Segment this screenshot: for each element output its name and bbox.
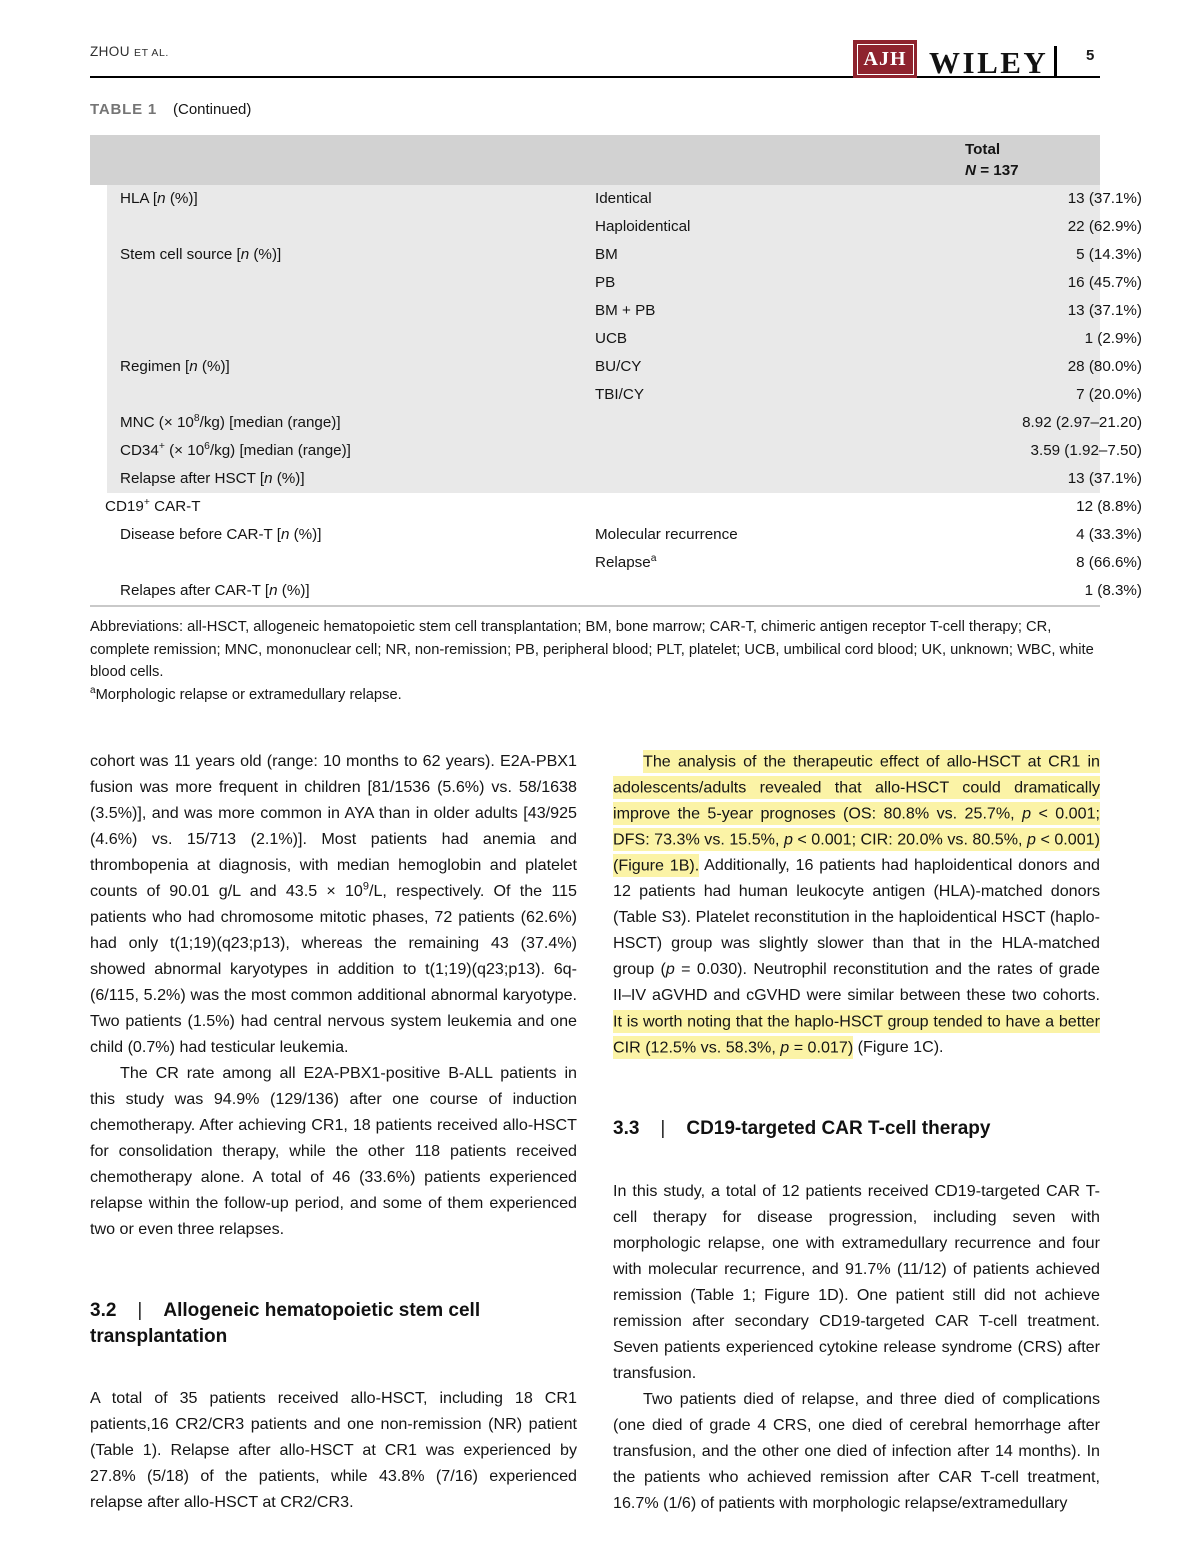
table-row bbox=[90, 269, 1142, 297]
body-right-column bbox=[613, 748, 1100, 1516]
footnote-a bbox=[90, 684, 1104, 707]
row-label bbox=[120, 437, 351, 465]
text-segment: Stem cell source [ bbox=[120, 246, 241, 263]
text-segment: (%)] bbox=[197, 358, 230, 375]
table-row bbox=[90, 353, 1142, 381]
table-row bbox=[90, 549, 1142, 577]
text-segment: UCB bbox=[595, 330, 628, 347]
paragraph bbox=[90, 1385, 577, 1515]
paragraph bbox=[613, 1178, 1100, 1386]
row-value: 12 (8.8%) bbox=[1076, 498, 1142, 515]
highlighted-text: p bbox=[784, 828, 793, 851]
text-segment: Identical bbox=[595, 190, 652, 207]
page-number: 5 bbox=[1086, 47, 1095, 64]
text-segment: n bbox=[280, 526, 290, 543]
text-segment: Disease before CAR-T [ bbox=[120, 526, 281, 543]
highlighted-text: p bbox=[1022, 802, 1031, 825]
row-value: 16 (45.7%) bbox=[1067, 274, 1142, 291]
row-value: 22 (62.9%) bbox=[1067, 218, 1142, 235]
running-head-etal: ET AL. bbox=[134, 47, 169, 59]
text-segment: (%)] bbox=[277, 582, 310, 599]
table-row bbox=[90, 213, 1142, 241]
text-segment: Total bbox=[965, 141, 1001, 158]
page-number-divider bbox=[1054, 46, 1057, 76]
highlighted-text: < 0.001; CIR: 20.0% vs. 80.5%, bbox=[793, 828, 1027, 851]
text-segment: Regimen [ bbox=[120, 358, 190, 375]
row-value: 28 (80.0%) bbox=[1067, 358, 1142, 375]
table-bottom-rule bbox=[90, 605, 1100, 607]
text-segment: Morphologic relapse or extramedullary relapse. bbox=[95, 686, 402, 703]
text-segment: /L, respectively. Of the 115 patients who had chromosome mitotic phases, 72 patients (62.6%) had only t(1;19)(q23;p13), whereas the remaining 43 (37.4%) showed abnormal karyotypes in addition to t(1;19)(q23;p13). 6q- (6/115, 5.2%) was the most common additional abnormal karyotype. Two patients (1.5%) had central nervous system leukemia and one child (0.7%) had testicular leukemia. bbox=[90, 882, 577, 1056]
table-header-n bbox=[965, 160, 1019, 182]
text-segment: BM + PB bbox=[595, 302, 656, 319]
text-segment: Relapse bbox=[595, 554, 651, 571]
text-segment: BU/CY bbox=[595, 358, 642, 375]
row-label bbox=[120, 353, 230, 381]
table-row bbox=[90, 437, 1142, 465]
row-subcategory bbox=[595, 549, 656, 577]
row-label bbox=[120, 521, 321, 549]
text-segment: /kg) [median (range)] bbox=[199, 414, 341, 431]
row-label bbox=[120, 409, 341, 437]
text-segment: (%)] bbox=[272, 470, 305, 487]
row-subcategory bbox=[595, 241, 618, 269]
text-segment: PB bbox=[595, 274, 616, 291]
text-segment: + bbox=[143, 496, 150, 508]
table-row bbox=[90, 185, 1142, 213]
row-subcategory bbox=[595, 325, 627, 353]
text-segment: Two patients died of relapse, and three died of complications (one died of grade 4 CRS, one died of cerebral hemorrhage after transfusion, and the other one died of infection after 14 months). In the patients who achieved remission after CAR T-cell treatment, 16.7% (1/6) of patients with morphologic relapse/extramedullary bbox=[613, 1389, 1100, 1512]
body-left-column bbox=[90, 748, 577, 1516]
table-rows bbox=[90, 185, 1142, 605]
text-segment: a bbox=[650, 552, 657, 564]
row-label bbox=[120, 241, 281, 269]
highlighted-text: < 0.001; DFS: 73.3% vs. 15.5%, bbox=[613, 802, 1100, 851]
text-segment: 6 bbox=[204, 440, 210, 452]
text-segment: CD34 bbox=[120, 442, 159, 459]
paragraph bbox=[613, 748, 1100, 1060]
section-number: 3.3 bbox=[613, 1118, 640, 1139]
table-row bbox=[90, 241, 1142, 269]
paragraph bbox=[90, 748, 577, 1060]
paragraph bbox=[90, 1060, 577, 1242]
row-value: 4 (33.3%) bbox=[1076, 526, 1142, 543]
abbreviations-note bbox=[90, 616, 1104, 684]
text-segment: n bbox=[264, 470, 273, 487]
text-segment: Haploidentical bbox=[595, 218, 691, 235]
text-segment: A total of 35 patients received allo-HSCT, including 18 CR1 patients,16 CR2/CR3 patients and one non-remission (NR) patient (Table 1). Relapse after allo-HSCT at CR1 was experienced by 27.8% (5/18) of the patients, while 43.8% (7/16) experienced relapse after allo-HSCT at CR2/CR3. bbox=[90, 1389, 577, 1511]
table-label: TABLE 1 bbox=[90, 101, 157, 118]
text-segment: p bbox=[665, 960, 675, 978]
text-segment: /kg) [median (range)] bbox=[209, 442, 351, 459]
journal-logo-text: AJH bbox=[857, 44, 914, 75]
section-number: 3.2 bbox=[90, 1300, 117, 1321]
highlighted-text: The analysis of the therapeutic effect of allo-HSCT at CR1 in adolescents/adults revealed that allo-HSCT could dramatically improve the 5-year prognoses (OS: 80.8% vs. 25.7%, bbox=[613, 750, 1100, 825]
text-segment: Molecular recurrence bbox=[595, 526, 738, 543]
section-separator: | bbox=[137, 1300, 143, 1321]
table-header-total bbox=[965, 139, 1000, 161]
text-segment: Additionally, 16 patients had haploidentical donors and 12 patients had human leukocyte antigen (HLA)-matched donors (Table S3). Platelet reconstitution in the haploidentical HSCT (haplo-HSCT) group was slightly slower than that in the HLA-matched group ( bbox=[613, 856, 1101, 978]
section-heading bbox=[613, 1116, 1100, 1142]
text-segment: n bbox=[240, 246, 250, 263]
row-value: 7 (20.0%) bbox=[1076, 386, 1142, 403]
text-segment: TBI/CY bbox=[595, 386, 644, 403]
text-segment: Relapes after CAR-T [ bbox=[120, 582, 270, 599]
text-segment: MNC (× 10 bbox=[120, 414, 194, 431]
text-segment: Relapse after HSCT [ bbox=[120, 470, 265, 487]
highlighted-text: = 0.017) bbox=[789, 1036, 853, 1059]
text-segment: 9 bbox=[362, 880, 369, 893]
row-value: 8.92 (2.97–21.20) bbox=[1022, 414, 1142, 431]
text-segment: n bbox=[157, 190, 166, 207]
table-header-band bbox=[90, 135, 1100, 185]
row-label bbox=[105, 493, 201, 521]
row-value: 13 (37.1%) bbox=[1067, 302, 1142, 319]
table-footnotes bbox=[90, 616, 1104, 706]
highlighted-text: < 0.001) (Figure 1B). bbox=[613, 828, 1100, 877]
text-segment: (%)] bbox=[249, 246, 282, 263]
text-segment: cohort was 11 years old (range: 10 months to 62 years). E2A-PBX1 fusion was more frequent in children [81/1536 (5.6%) vs. 58/1638 (3.5%)], and was more common in AYA than in older adults [43/925 (4.6%) vs. 15/713 (2.1%)]. Most patients had anemia and thrombopenia at diagnosis, with median hemoglobin and platelet counts of 90.01 g/L and 43.5 × 10 bbox=[90, 752, 577, 900]
row-value: 5 (14.3%) bbox=[1076, 246, 1142, 263]
row-subcategory bbox=[595, 185, 652, 213]
row-value: 13 (37.1%) bbox=[1067, 190, 1142, 207]
row-label bbox=[120, 185, 198, 213]
text-segment: = 137 bbox=[975, 162, 1019, 179]
text-segment: = 0.030). Neutrophil reconstitution and the rates of grade II–IV aGVHD and cGVHD were similar between these two cohorts. bbox=[613, 960, 1100, 1004]
text-segment: (Figure 1C). bbox=[853, 1038, 944, 1056]
article-body bbox=[90, 748, 1100, 1516]
highlighted-text: It is worth noting that the haplo-HSCT group tended to have a better CIR (12.5% vs. 58.3%, bbox=[613, 1010, 1100, 1059]
text-segment: N bbox=[965, 162, 976, 179]
text-segment: (%)] bbox=[165, 190, 198, 207]
running-head-author: ZHOU bbox=[90, 44, 130, 59]
highlighted-text: p bbox=[780, 1036, 789, 1059]
table-row bbox=[90, 297, 1142, 325]
text-segment: Abbreviations: all-HSCT, allogeneic hematopoietic stem cell transplantation; BM, bone marrow; CAR-T, chimeric antigen receptor T-cell therapy; CR, complete remission; MNC, mononuclear cell; NR, non-remission; PB, peripheral blood; PLT, platelet; UCB, umbilical cord blood; UK, unknown; WBC, white blood cells. bbox=[90, 619, 1094, 680]
row-value: 13 (37.1%) bbox=[1067, 470, 1142, 487]
table-row bbox=[90, 465, 1142, 493]
row-label bbox=[120, 465, 305, 493]
text-segment: BM bbox=[595, 246, 618, 263]
table bbox=[90, 135, 1142, 607]
table-row bbox=[90, 381, 1142, 409]
row-value: 3.59 (1.92–7.50) bbox=[1030, 442, 1142, 459]
row-value: 1 (8.3%) bbox=[1084, 582, 1142, 599]
text-segment: n bbox=[269, 582, 278, 599]
row-value: 8 (66.6%) bbox=[1076, 554, 1142, 571]
section-separator: | bbox=[660, 1118, 666, 1139]
highlighted-text: p bbox=[1027, 828, 1036, 851]
row-subcategory bbox=[595, 353, 641, 381]
text-segment: CAR-T bbox=[149, 498, 201, 515]
section-title: CD19-targeted CAR T-cell therapy bbox=[686, 1118, 991, 1139]
running-head bbox=[90, 44, 169, 59]
paragraph bbox=[613, 1386, 1100, 1516]
row-value: 1 (2.9%) bbox=[1084, 330, 1142, 347]
row-subcategory bbox=[595, 213, 690, 241]
table-continued-label: (Continued) bbox=[173, 101, 252, 118]
text-segment: (%)] bbox=[289, 526, 322, 543]
table-row bbox=[90, 521, 1142, 549]
table-row bbox=[90, 577, 1142, 605]
section-heading bbox=[90, 1298, 577, 1349]
table-row bbox=[90, 325, 1142, 353]
text-segment: + bbox=[158, 440, 165, 452]
table-row bbox=[90, 493, 1142, 521]
section-title: Allogeneic hematopoietic stem cell transplantation bbox=[90, 1300, 481, 1347]
text-segment: (× 10 bbox=[164, 442, 205, 459]
row-subcategory bbox=[595, 269, 615, 297]
text-segment: n bbox=[189, 358, 198, 375]
text-segment: a bbox=[90, 684, 96, 696]
publisher-logo: WILEY bbox=[929, 45, 1049, 80]
text-segment: HLA [ bbox=[120, 190, 158, 207]
row-subcategory bbox=[595, 297, 655, 325]
table-row bbox=[90, 409, 1142, 437]
row-subcategory bbox=[595, 381, 644, 409]
text-segment: 8 bbox=[193, 412, 200, 424]
table-caption bbox=[90, 101, 251, 118]
row-label bbox=[120, 577, 310, 605]
text-segment: In this study, a total of 12 patients received CD19-targeted CAR T-cell therapy for disease progression, including seven with morphologic relapse, one with extramedullary recurrence and four with molecular recurrence, and 91.7% (11/12) of patients achieved remission (Table 1; Figure 1D). One patient still did not achieve remission after secondary CD19-targeted CAR T-cell treatment. Seven patients experienced cytokine release syndrome (CRS) after transfusion. bbox=[613, 1181, 1100, 1382]
text-segment: The CR rate among all E2A-PBX1-positive B-ALL patients in this study was 94.9% (129/136) after one course of induction chemotherapy. After achieving CR1, 18 patients received allo-HSCT for consolidation therapy, while the other 118 patients received chemotherapy alone. A total of 46 (33.6%) patients experienced relapse within the follow-up period, and some of them experienced two or even three relapses. bbox=[90, 1064, 577, 1238]
journal-logo-badge bbox=[853, 40, 917, 78]
row-subcategory bbox=[595, 521, 738, 549]
text-segment: CD19 bbox=[105, 498, 144, 515]
